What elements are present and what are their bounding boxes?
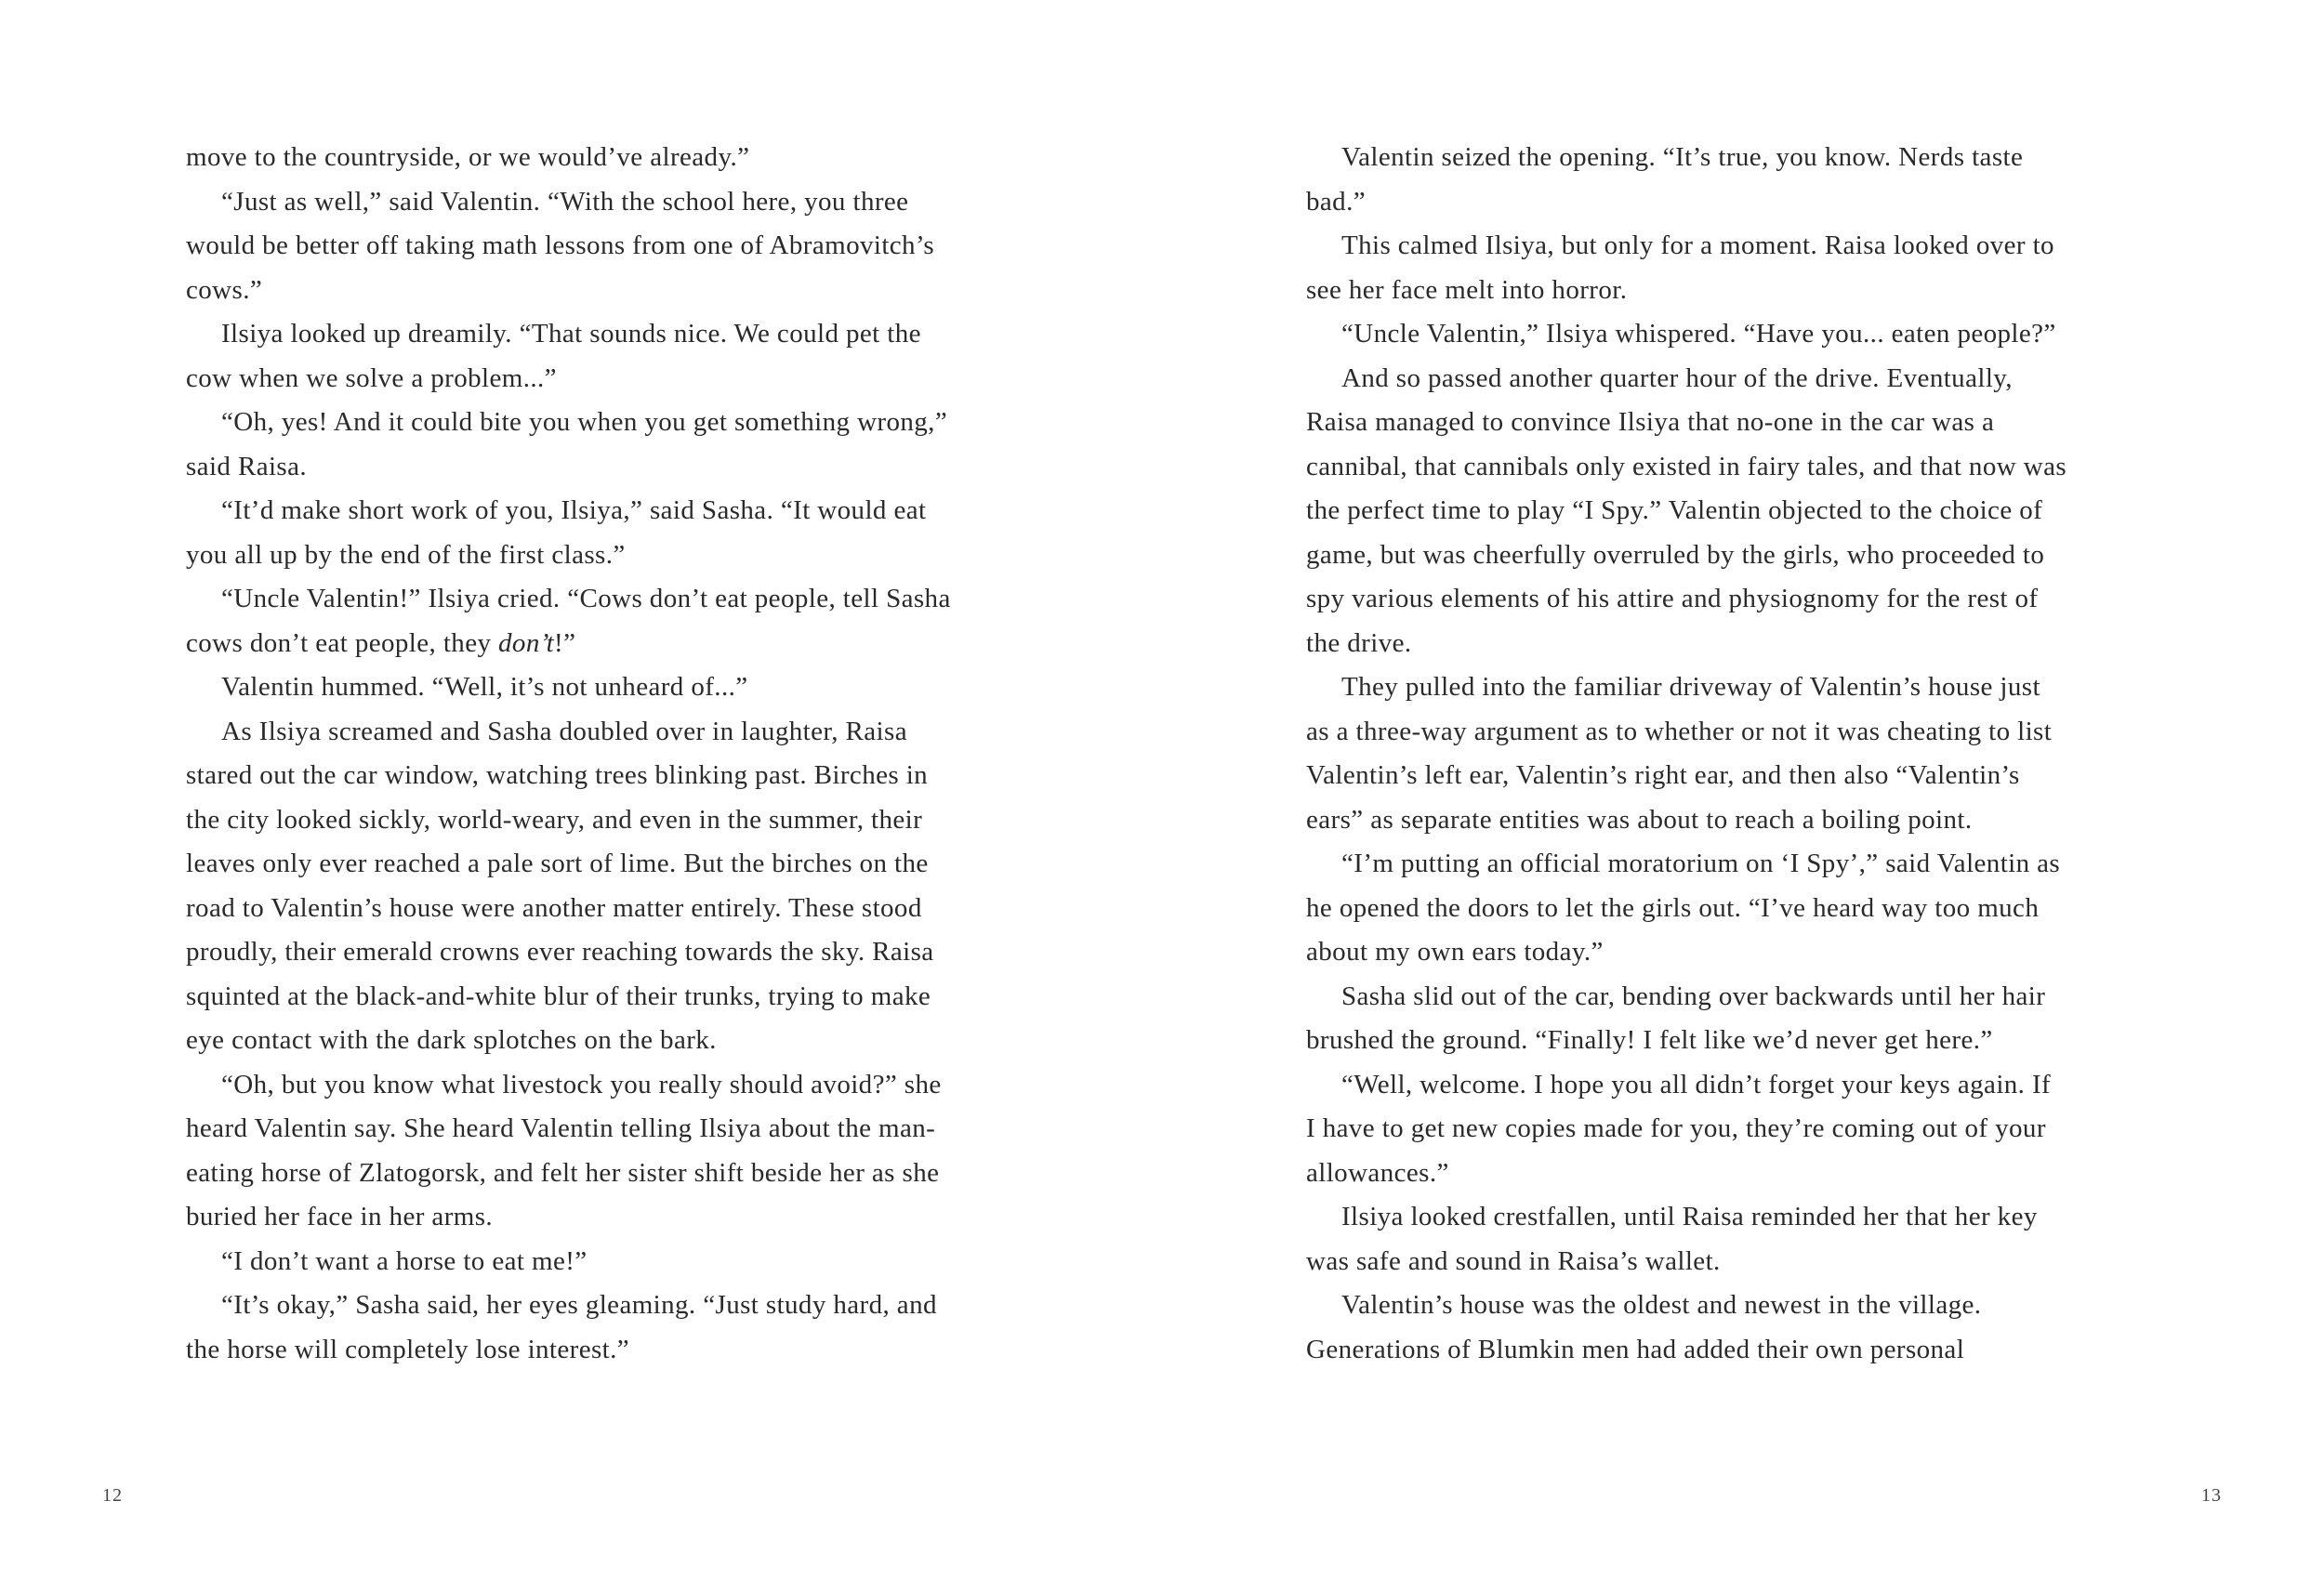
text-line: buried her face in her arms. [186, 1202, 494, 1231]
text-line: eating horse of Zlatogorsk, and felt her sister shift beside her as she [186, 1157, 940, 1188]
text-line: Valentin’s left ear, Valentin’s right ear, and then also “Valentin’s [1306, 760, 2020, 790]
text-line: As Ilsiya screamed and Sasha doubled over in laughter, Raisa [221, 716, 907, 746]
text-line: “It’s okay,” Sasha said, her eyes gleaming. “Just study hard, and [221, 1290, 937, 1320]
text-line: see her face melt into horror. [1306, 274, 1628, 305]
text-line: move to the countryside, or we would’ve already.” [186, 142, 750, 172]
text-line: stared out the car window, watching trees blinking past. Birches in [186, 760, 929, 790]
text-line: you all up by the end of the first class.” [186, 539, 626, 570]
text-line: Ilsiya looked up dreamily. “That sounds nice. We could pet the [221, 319, 921, 349]
text-line: “It’d make short work of you, Ilsiya,” said Sasha. “It would eat [221, 495, 927, 525]
text-line: the horse will completely lose interest.” [186, 1334, 630, 1364]
text-line: said Raisa. [186, 451, 308, 481]
text-line: ears” as separate entities was about to reach a boiling point. [1306, 804, 1973, 835]
text-line: was safe and sound in Raisa’s wallet. [1306, 1245, 1721, 1276]
text-line: “Uncle Valentin!” Ilsiya cried. “Cows don’t eat people, tell Sasha [221, 584, 951, 613]
text-line: game, but was cheerfully overruled by the girls, who proceeded to [1306, 539, 2045, 570]
right-page [1162, 0, 2324, 1580]
text-line: proudly, their emerald crowns ever reaching towards the sky. Raisa [186, 937, 934, 967]
text-line: Ilsiya looked crestfallen, until Raisa reminded her that her key [1341, 1202, 2038, 1231]
text-line: allowances.” [1306, 1157, 1449, 1188]
text-line: the city looked sickly, world-weary, and even in the summer, their [186, 804, 923, 835]
right-page-body-text [1306, 136, 2157, 1372]
text-line: They pulled into the familiar driveway of Valentin’s house just [1341, 672, 2040, 702]
text-line: spy various elements of his attire and physiognomy for the rest of [1306, 584, 2039, 613]
text-line: squinted at the black-and-white blur of their trunks, trying to make [186, 981, 931, 1011]
text-line: the perfect time to play “I Spy.” Valentin objected to the choice of [1306, 495, 2043, 525]
text-line: “Oh, yes! And it could bite you when you get something wrong,” [221, 407, 948, 437]
text-line: And so passed another quarter hour of the drive. Eventually, [1341, 362, 2013, 393]
text-line: Sasha slid out of the car, bending over backwards until her hair [1341, 981, 2046, 1011]
text-line: cows.” [186, 274, 263, 305]
right-page-number: 13 [2201, 1485, 2222, 1506]
text-line: Generations of Blumkin men had added their own personal [1306, 1334, 1965, 1364]
text-line: as a three-way argument as to whether or not it was cheating to list [1306, 716, 2053, 746]
text-line: bad.” [1306, 186, 1366, 217]
text-line [186, 622, 1023, 666]
text-line: “Uncle Valentin,” Ilsiya whispered. “Have you... eaten people?” [1341, 319, 2056, 349]
text-line: Raisa managed to convince Ilsiya that no-one in the car was a [1306, 407, 1995, 437]
text-line: brushed the ground. “Finally! I felt like we’d never get here.” [1306, 1025, 1993, 1055]
text-line: heard Valentin say. She heard Valentin telling Ilsiya about the man- [186, 1113, 936, 1143]
text-line: leaves only ever reached a pale sort of lime. But the birches on the [186, 849, 929, 878]
text-line: Valentin hummed. “Well, it’s not unheard of...” [221, 672, 748, 702]
text-line: the drive. [1306, 627, 1412, 658]
text-line: This calmed Ilsiya, but only for a moment. Raisa looked over to [1341, 230, 2054, 260]
left-page-body-text [186, 136, 1023, 1372]
emphasis-text: don’t [498, 627, 555, 658]
text-line: eye contact with the dark splotches on the bark. [186, 1025, 717, 1055]
text-line: I have to get new copies made for you, they’re coming out of your [1306, 1113, 2046, 1143]
text-line: “Oh, but you know what livestock you really should avoid?” she [221, 1069, 942, 1099]
text-line: “I don’t want a horse to eat me!” [221, 1245, 588, 1276]
text-line: road to Valentin’s house were another matter entirely. These stood [186, 892, 922, 923]
text-line: cannibal, that cannibals only existed in fairy tales, and that now was [1306, 451, 2067, 481]
text-line: Valentin’s house was the oldest and newest in the village. [1341, 1290, 1982, 1320]
text-line: cow when we solve a problem...” [186, 362, 557, 393]
text-line: about my own ears today.” [1306, 937, 1604, 967]
text-line: he opened the doors to let the girls out. “I’ve heard way too much [1306, 892, 2040, 923]
text-line: “Just as well,” said Valentin. “With the school here, you three [221, 186, 909, 217]
text-line: “Well, welcome. I hope you all didn’t forget your keys again. If [1341, 1069, 2052, 1099]
text-line: “I’m putting an official moratorium on ‘I Spy’,” said Valentin as [1341, 849, 2061, 878]
text-segment: cows don’t eat people, they [186, 627, 499, 658]
text-line: would be better off taking math lessons from one of Abramovitch’s [186, 230, 935, 260]
left-page-number: 12 [102, 1485, 123, 1506]
text-line: Valentin seized the opening. “It’s true, you know. Nerds taste [1341, 142, 2024, 172]
text-segment: !” [554, 627, 576, 658]
